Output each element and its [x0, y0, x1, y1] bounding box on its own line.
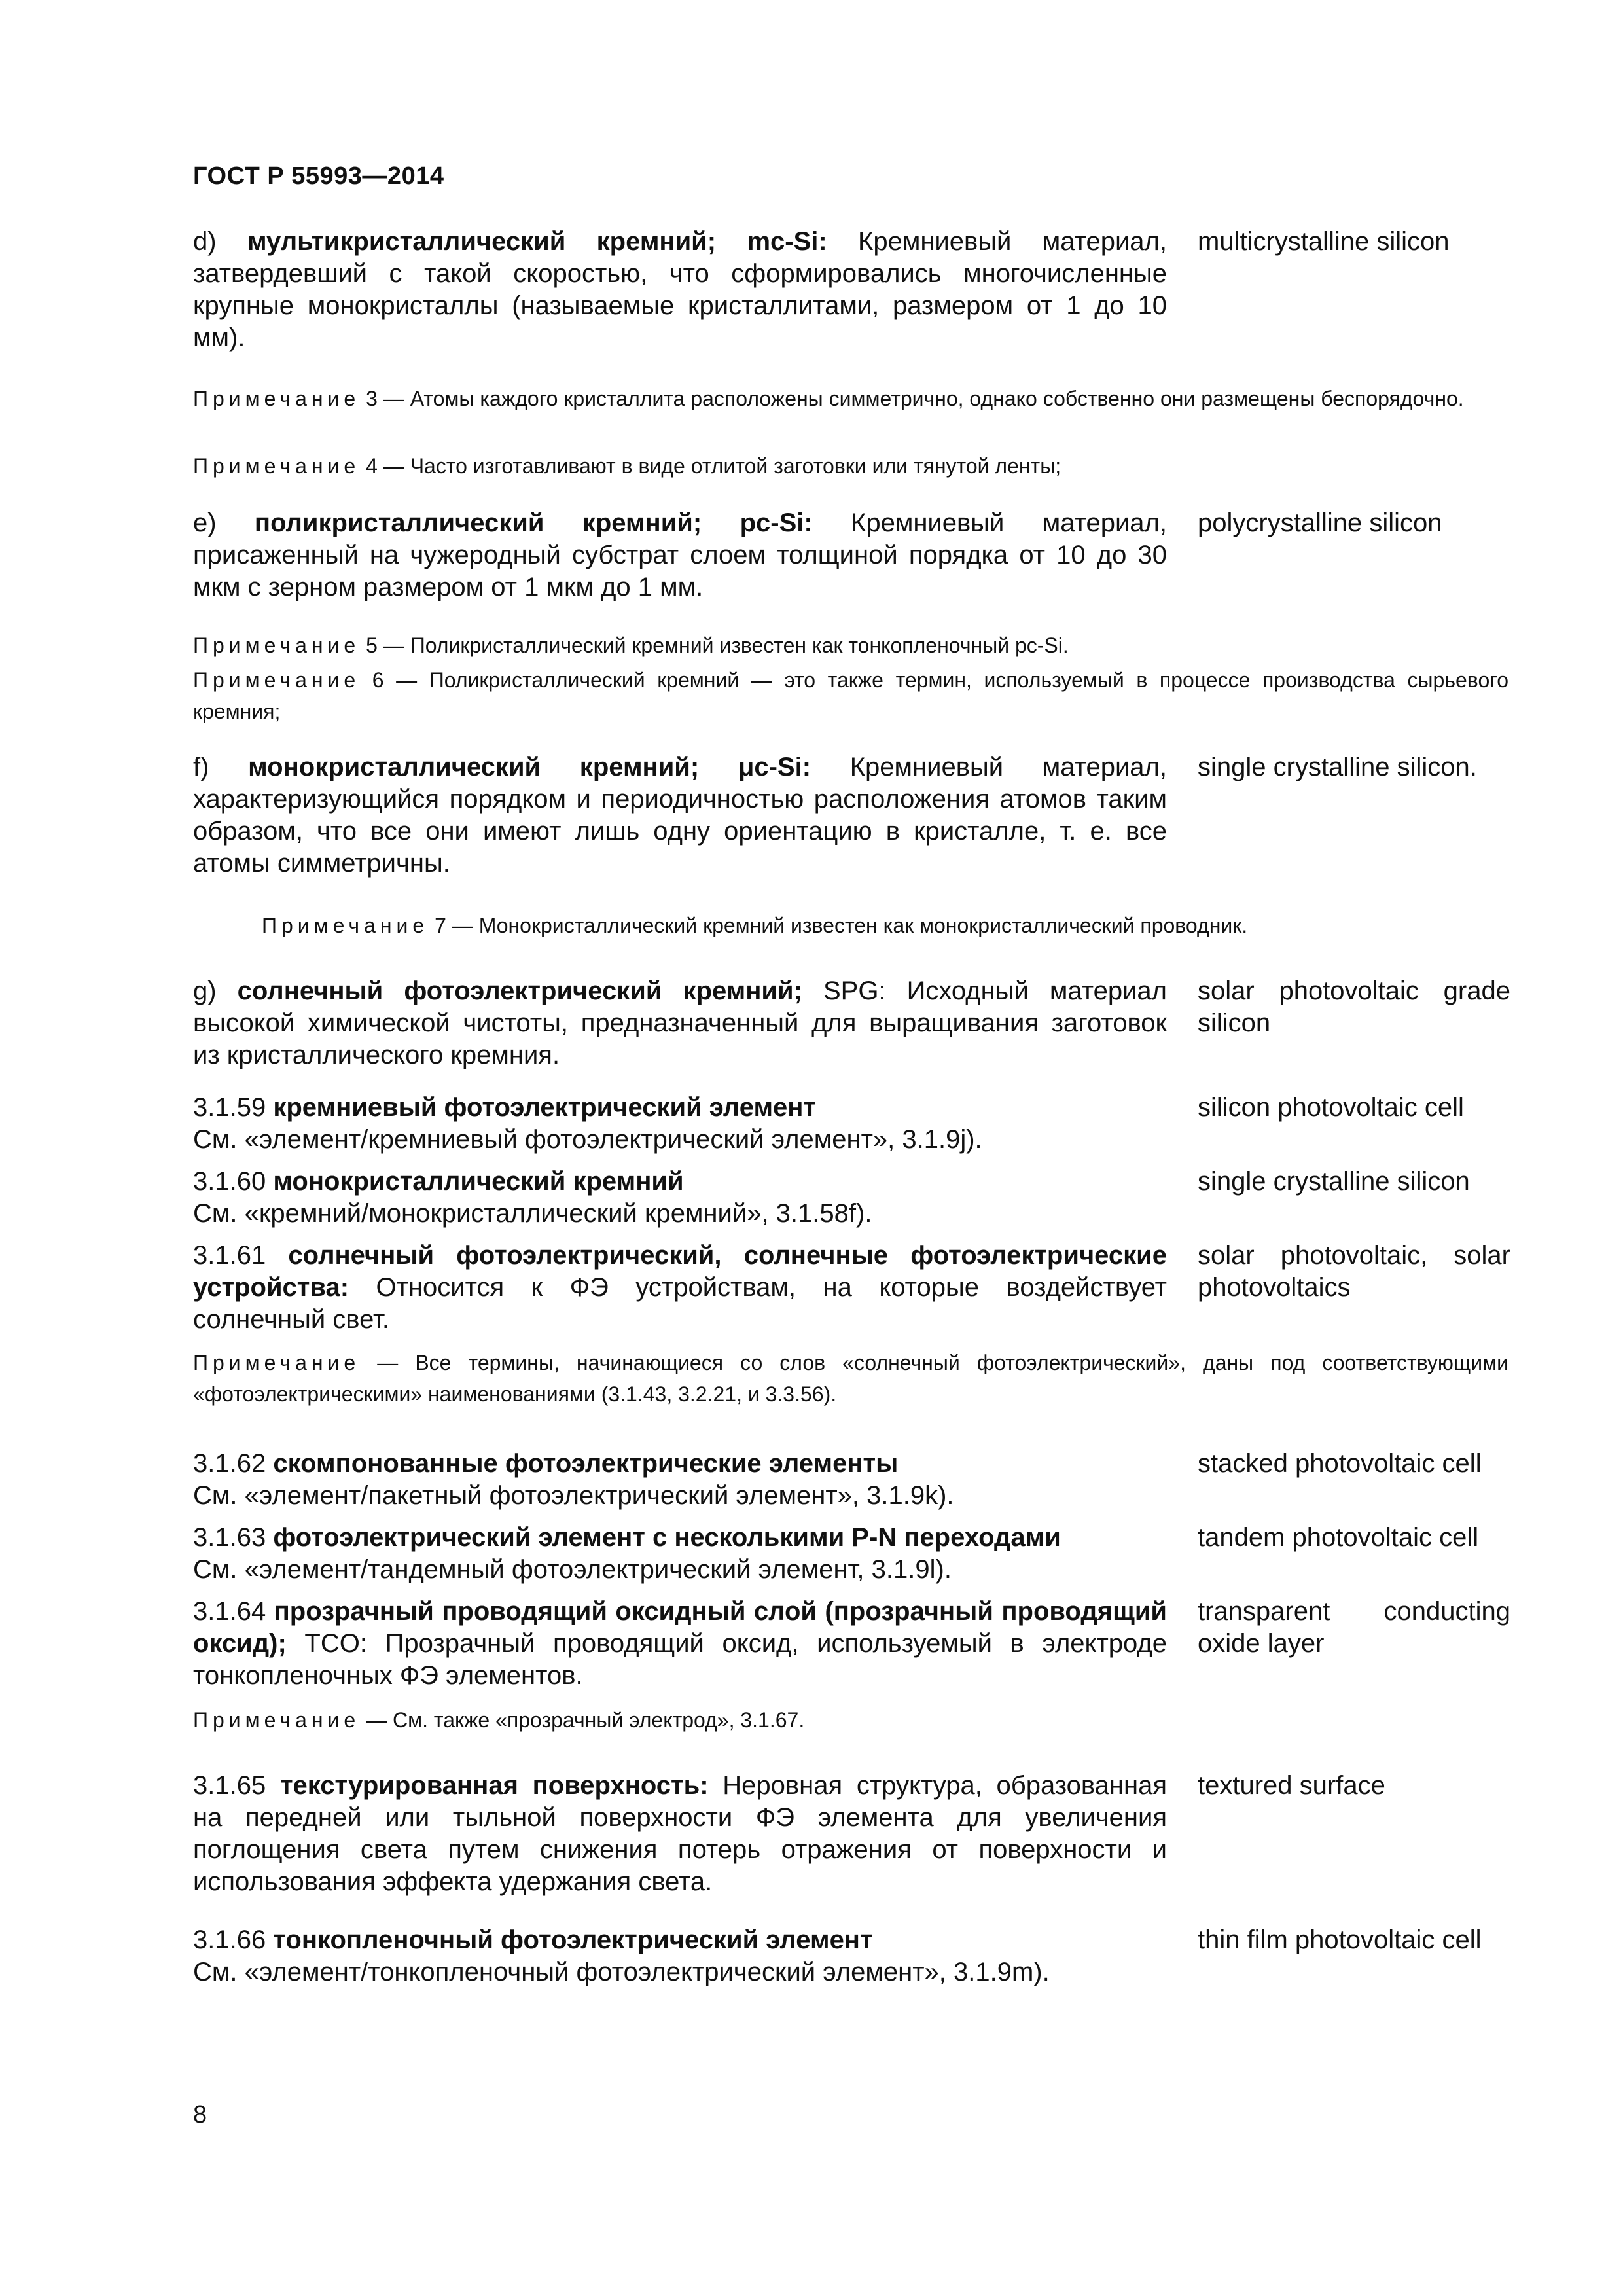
- note-5: Примечание 5 — Поликристаллический кремний известен как тонкопленочный pc-Si.: [193, 634, 1069, 657]
- term-name: мультикристаллический кремний; mc-Si:: [247, 227, 827, 256]
- term-entry-3-1-66: [193, 1924, 1508, 1988]
- term-entry-f: [193, 751, 1508, 880]
- term-definition: 3.1.64 прозрачный проводящий оксидный слой (прозрачный проводящий оксид); TCO: Прозрачный проводящий оксид, используемый в электроде тонкопленочных ФЭ элементов.: [193, 1597, 1168, 1690]
- note-7: Примечание 7 — Монокристаллический кремний известен как монокристаллический проводник.: [262, 914, 1248, 937]
- term-definition: 3.1.60 монокристаллический кремний См. «кремний/монокристаллический кремний», 3.1.58f).: [193, 1167, 872, 1228]
- term-definition: 3.1.63 фотоэлектрический элемент с несколькими P-N переходами См. «элемент/тандемный фотоэлектрический элемент, 3.1.9l).: [193, 1523, 1061, 1584]
- term-name: фотоэлектрический элемент с несколькими P-N переходами: [273, 1523, 1061, 1552]
- term-entry-3-1-60: [193, 1166, 1508, 1230]
- document-header: ГОСТ Р 55993—2014: [193, 162, 444, 190]
- term-english: thin film photovoltaic cell: [1198, 1926, 1482, 1954]
- term-english: solar photovoltaic, solar photovoltaics: [1198, 1241, 1510, 1302]
- note-6: Примечание 6 — Поликристаллический кремний — это также термин, используемый в процессе производства сырьевого кремния;: [193, 668, 1508, 723]
- term-name: поликристаллический кремний; pc-Si:: [254, 509, 813, 537]
- term-definition: 3.1.61 солнечный фотоэлектрический, солнечные фотоэлектрические устройства: Относится к ФЭ устройствам, на которые воздействует солнечный свет.: [193, 1241, 1167, 1334]
- term-english: single crystalline silicon: [1198, 1167, 1470, 1196]
- term-name: прозрачный проводящий оксидный слой (прозрачный проводящий оксид);: [193, 1597, 1168, 1658]
- term-english: polycrystalline silicon: [1198, 509, 1442, 537]
- term-english: stacked photovoltaic cell: [1198, 1449, 1482, 1478]
- term-name: скомпонованные фотоэлектрические элементы: [273, 1449, 899, 1478]
- term-english: tandem photovoltaic cell: [1198, 1523, 1479, 1552]
- note-3-1-64: Примечание — См. также «прозрачный электрод», 3.1.67.: [193, 1708, 805, 1732]
- term-english: solar photovoltaic grade silicon: [1198, 977, 1510, 1037]
- note-4: Примечание 4 — Часто изготавливают в виде отлитой заготовки или тянутой ленты;: [193, 454, 1061, 478]
- term-english: textured surface: [1198, 1771, 1385, 1800]
- term-name: текстурированная поверхность:: [279, 1771, 709, 1800]
- term-entry-3-1-65: [193, 1770, 1508, 1898]
- term-english: multicrystalline silicon: [1198, 227, 1450, 256]
- term-entry-3-1-62: [193, 1448, 1508, 1512]
- term-entry-3-1-61: [193, 1240, 1508, 1336]
- term-english: silicon photovoltaic cell: [1198, 1093, 1464, 1122]
- term-definition: d) мультикристаллический кремний; mc-Si: Кремниевый материал, затвердевший с такой скоростью, что сформировались многочисленные крупные монокристаллы (называемые кристаллитами, размером от 1 до 10 мм).: [193, 227, 1167, 352]
- term-definition: f) монокристаллический кремний; μc-Si: Кремниевый материал, характеризующийся порядком и периодичностью расположения атомов таким образом, что все они имеют лишь одну ориентацию в кристалле, т. е. все атомы симметричны.: [193, 753, 1167, 878]
- term-definition: 3.1.62 скомпонованные фотоэлектрические элементы См. «элемент/пакетный фотоэлектрический элемент», 3.1.9k).: [193, 1449, 954, 1510]
- term-entry-d: [193, 226, 1508, 354]
- term-definition: 3.1.66 тонкопленочный фотоэлектрический элемент См. «элемент/тонкопленочный фотоэлектрический элемент», 3.1.9m).: [193, 1926, 1050, 1986]
- note-3: Примечание 3 — Атомы каждого кристаллита расположены симметрично, однако собственно они размещены беспорядочно.: [193, 387, 1464, 410]
- term-english: single crystalline silicon.: [1198, 753, 1477, 781]
- term-definition: e) поликристаллический кремний; pc-Si: Кремниевый материал, присаженный на чужеродный субстрат слоем толщиной порядка от 10 до 30 мкм с зерном размером от 1 мкм до 1 мм.: [193, 509, 1167, 601]
- term-name: солнечный фотоэлектрический, солнечные фотоэлектрические устройства:: [193, 1241, 1167, 1302]
- term-entry-e: [193, 507, 1508, 603]
- term-entry-3-1-63: [193, 1522, 1508, 1586]
- term-name: монокристаллический кремний; μc-Si:: [248, 753, 812, 781]
- term-name: кремниевый фотоэлектрический элемент: [273, 1093, 817, 1122]
- term-entry-3-1-64: [193, 1596, 1508, 1692]
- term-entry-g: [193, 975, 1508, 1071]
- term-definition: 3.1.59 кремниевый фотоэлектрический элемент См. «элемент/кремниевый фотоэлектрический элемент», 3.1.9j).: [193, 1093, 982, 1154]
- note-3-1-61: Примечание — Все термины, начинающиеся со слов «солнечный фотоэлектрический», даны под соответствующими «фотоэлектрическими» наименованиями (3.1.43, 3.2.21, и 3.3.56).: [193, 1351, 1508, 1406]
- term-name: солнечный фотоэлектрический кремний;: [237, 977, 802, 1005]
- page-number: 8: [193, 2101, 207, 2128]
- term-name: тонкопленочный фотоэлектрический элемент: [273, 1926, 873, 1954]
- term-english: transparent conducting oxide layer: [1198, 1597, 1510, 1658]
- term-name: монокристаллический кремний: [273, 1167, 684, 1196]
- term-entry-3-1-59: [193, 1092, 1508, 1156]
- term-definition: g) солнечный фотоэлектрический кремний; SPG: Исходный материал высокой химической чистоты, предназначенный для выращивания заготовок из кристаллического кремния.: [193, 977, 1167, 1069]
- term-definition: 3.1.65 текстурированная поверхность: Неровная структура, образованная на передней или тыльной поверхности ФЭ элемента для увеличения поглощения света путем снижения потерь отражения от поверхности и использования эффекта удержания света.: [193, 1771, 1168, 1896]
